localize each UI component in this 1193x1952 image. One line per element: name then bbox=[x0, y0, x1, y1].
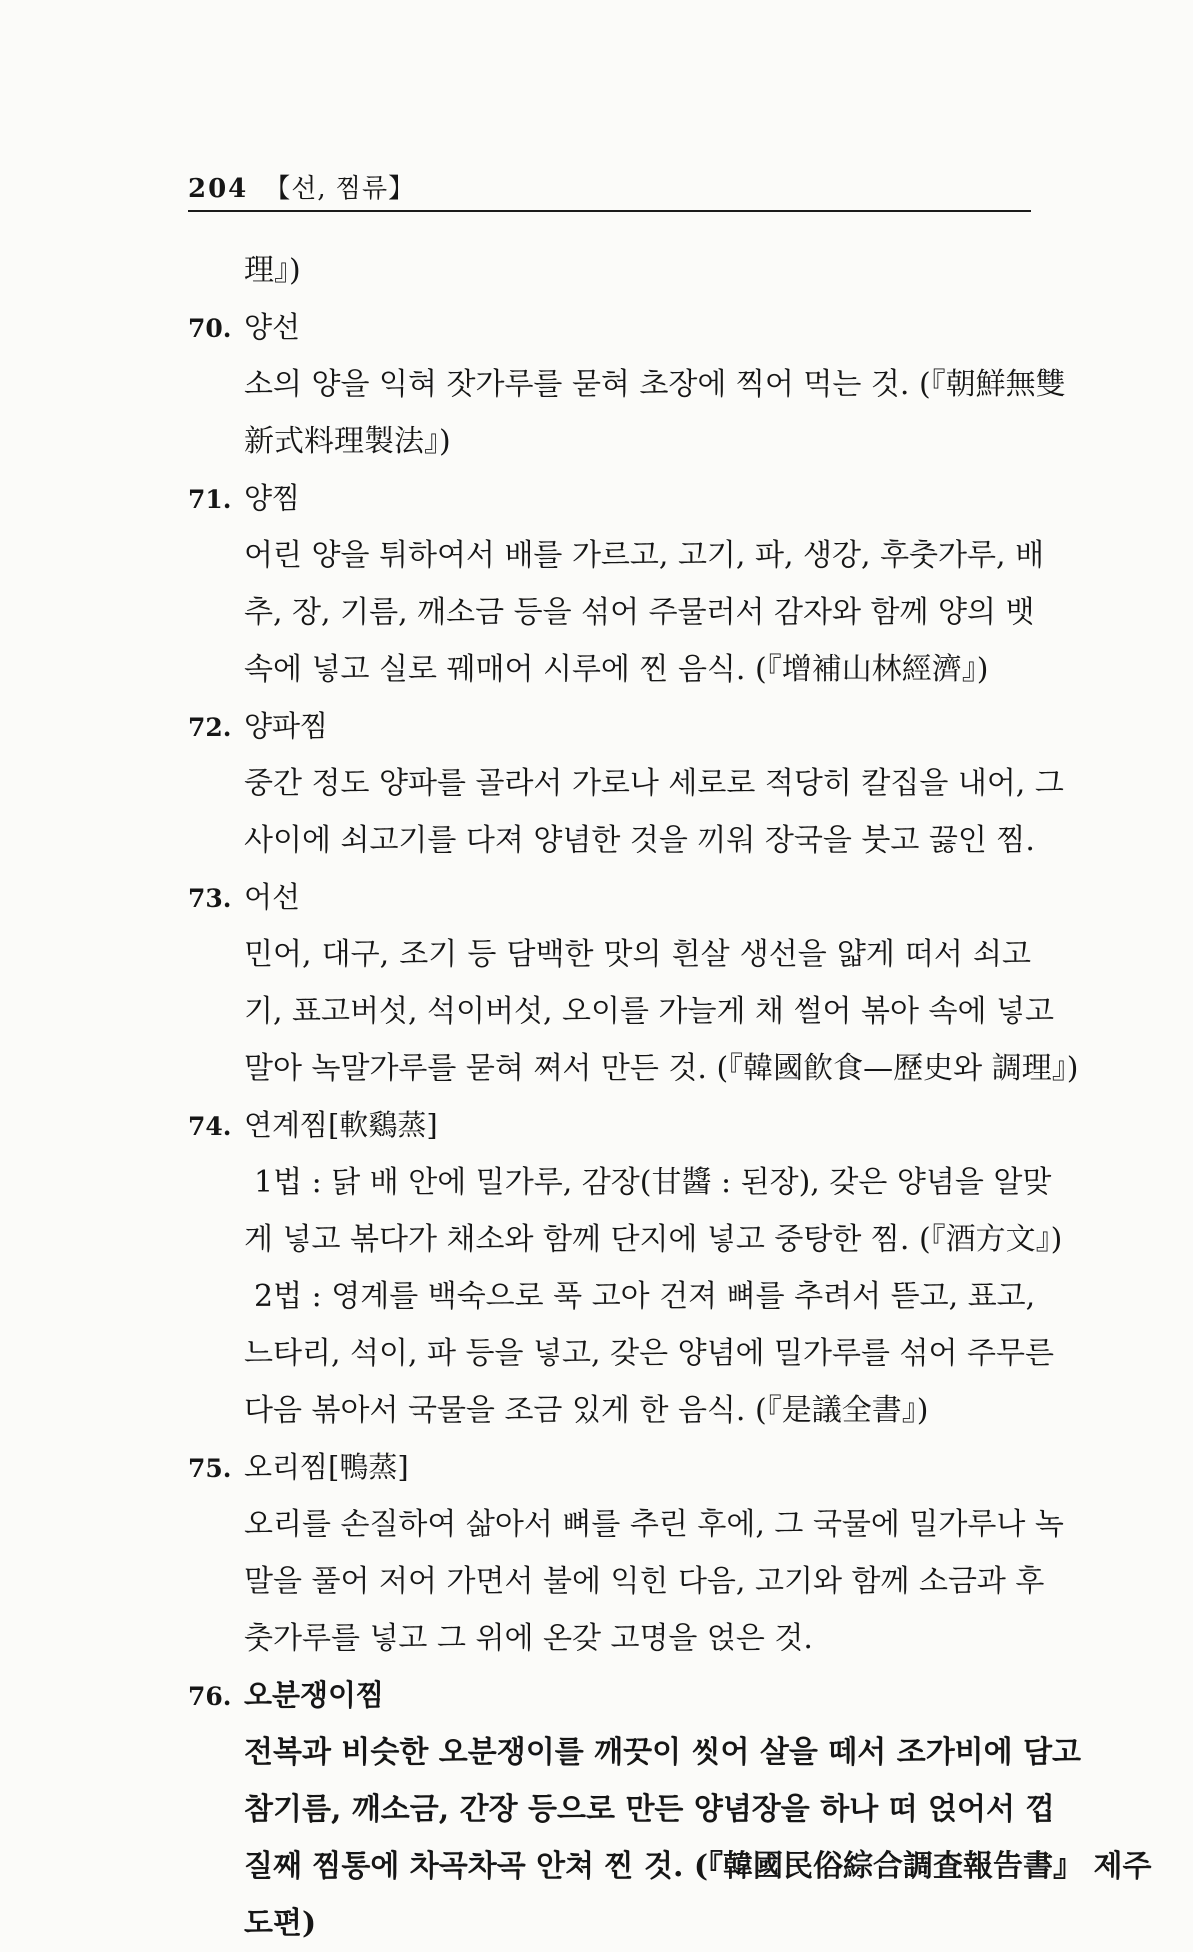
entry-number: 70. bbox=[188, 314, 232, 343]
entry-heading bbox=[188, 698, 1031, 755]
entry-body-line: 어린 양을 튀하여서 배를 가르고, 고기, 파, 생강, 후춧가루, 배 bbox=[244, 538, 1045, 573]
entry-title: 어선 bbox=[244, 880, 301, 914]
entry-body-line: 1법 : 닭 배 안에 밀가루, 감장(甘醬 : 된장), 갖은 양념을 알맞 bbox=[254, 1165, 1052, 1200]
entry-body-line: 도편) bbox=[244, 1906, 317, 1941]
entry-body-line: 말아 녹말가루를 묻혀 쪄서 만든 것. (『韓國飮食—歷史와 調理』) bbox=[244, 1051, 1079, 1086]
entry-title: 오분쟁이찜 bbox=[244, 1678, 385, 1712]
entry-body-line: 2법 : 영계를 백숙으로 푹 고아 건져 뼈를 추려서 뜯고, 표고, bbox=[254, 1279, 1036, 1314]
entry-heading bbox=[188, 299, 1031, 356]
entry-number: 75. bbox=[188, 1454, 232, 1483]
entry-title: 양찜 bbox=[244, 481, 301, 515]
entry-title: 양선 bbox=[244, 310, 301, 344]
entry-number: 74. bbox=[188, 1112, 232, 1141]
entry-body-line: 질째 찜통에 차곡차곡 안쳐 찐 것. (『韓國民俗綜合調査報告書』 제주 bbox=[244, 1849, 1152, 1884]
entry-body-line: 민어, 대구, 조기 등 담백한 맛의 흰살 생선을 얇게 떠서 쇠고 bbox=[244, 937, 1031, 972]
entry-body-line: 춧가루를 넣고 그 위에 온갖 고명을 얹은 것. bbox=[244, 1621, 813, 1656]
entry-number: 73. bbox=[188, 884, 232, 913]
section-title: 【선, 찜류】 bbox=[264, 174, 416, 204]
entry-heading bbox=[188, 869, 1031, 926]
entry-body-line: 말을 풀어 저어 가면서 불에 익힌 다음, 고기와 함께 소금과 후 bbox=[244, 1564, 1045, 1599]
entry-number: 76. bbox=[188, 1682, 232, 1711]
entry-number: 72. bbox=[188, 713, 232, 742]
entry-title: 양파찜 bbox=[244, 709, 329, 743]
entry-body-line: 전복과 비슷한 오분쟁이를 깨끗이 씻어 살을 떼서 조가비에 담고 bbox=[244, 1735, 1082, 1770]
entry-number: 71. bbox=[188, 485, 232, 514]
entry-body-line: 新式料理製法』) bbox=[244, 424, 451, 459]
entry-body-line: 게 넣고 볶다가 채소와 함께 단지에 넣고 중탕한 찜. (『酒方文』) bbox=[244, 1222, 1063, 1257]
page-content bbox=[188, 242, 1152, 1952]
entry-body-line: 사이에 쇠고기를 다져 양념한 것을 끼워 장국을 붓고 끓인 찜. bbox=[244, 823, 1035, 858]
entry-body-line: 기, 표고버섯, 석이버섯, 오이를 가늘게 채 썰어 볶아 속에 넣고 bbox=[244, 994, 1054, 1029]
entry-heading bbox=[188, 1439, 1031, 1496]
entry-body-line: 속에 넣고 실로 꿰매어 시루에 찐 음식. (『增補山林經濟』) bbox=[244, 652, 989, 687]
page-number: 204 bbox=[188, 174, 249, 204]
entry-heading bbox=[188, 470, 1031, 527]
entry-title: 오리찜[鴨蒸] bbox=[244, 1450, 409, 1484]
header-rule bbox=[188, 210, 1031, 212]
entry-body-line: 理』) bbox=[244, 253, 301, 288]
running-head bbox=[188, 168, 415, 205]
entry-body-line: 추, 장, 기름, 깨소금 등을 섞어 주물러서 감자와 함께 양의 뱃 bbox=[244, 595, 1035, 630]
entry-body-line: 소의 양을 익혀 잣가루를 묻혀 초장에 찍어 먹는 것. (『朝鮮無雙 bbox=[244, 367, 1066, 402]
entry-body-line: 중간 정도 양파를 골라서 가로나 세로로 적당히 칼집을 내어, 그 bbox=[244, 766, 1064, 801]
entry-title: 연계찜[軟鷄蒸] bbox=[244, 1108, 438, 1142]
entry-body-line: 다음 볶아서 국물을 조금 있게 한 음식. (『是議全書』) bbox=[244, 1393, 929, 1428]
entry-body-line: 느타리, 석이, 파 등을 넣고, 갖은 양념에 밀가루를 섞어 주무른 bbox=[244, 1336, 1054, 1371]
entry-body-line: 오리를 손질하여 삶아서 뼈를 추린 후에, 그 국물에 밀가루나 녹 bbox=[244, 1507, 1064, 1542]
entry-heading bbox=[188, 1667, 1031, 1724]
entry-heading bbox=[188, 1097, 1031, 1154]
entry-body-line: 참기름, 깨소금, 간장 등으로 만든 양념장을 하나 떠 얹어서 껍 bbox=[244, 1792, 1055, 1827]
